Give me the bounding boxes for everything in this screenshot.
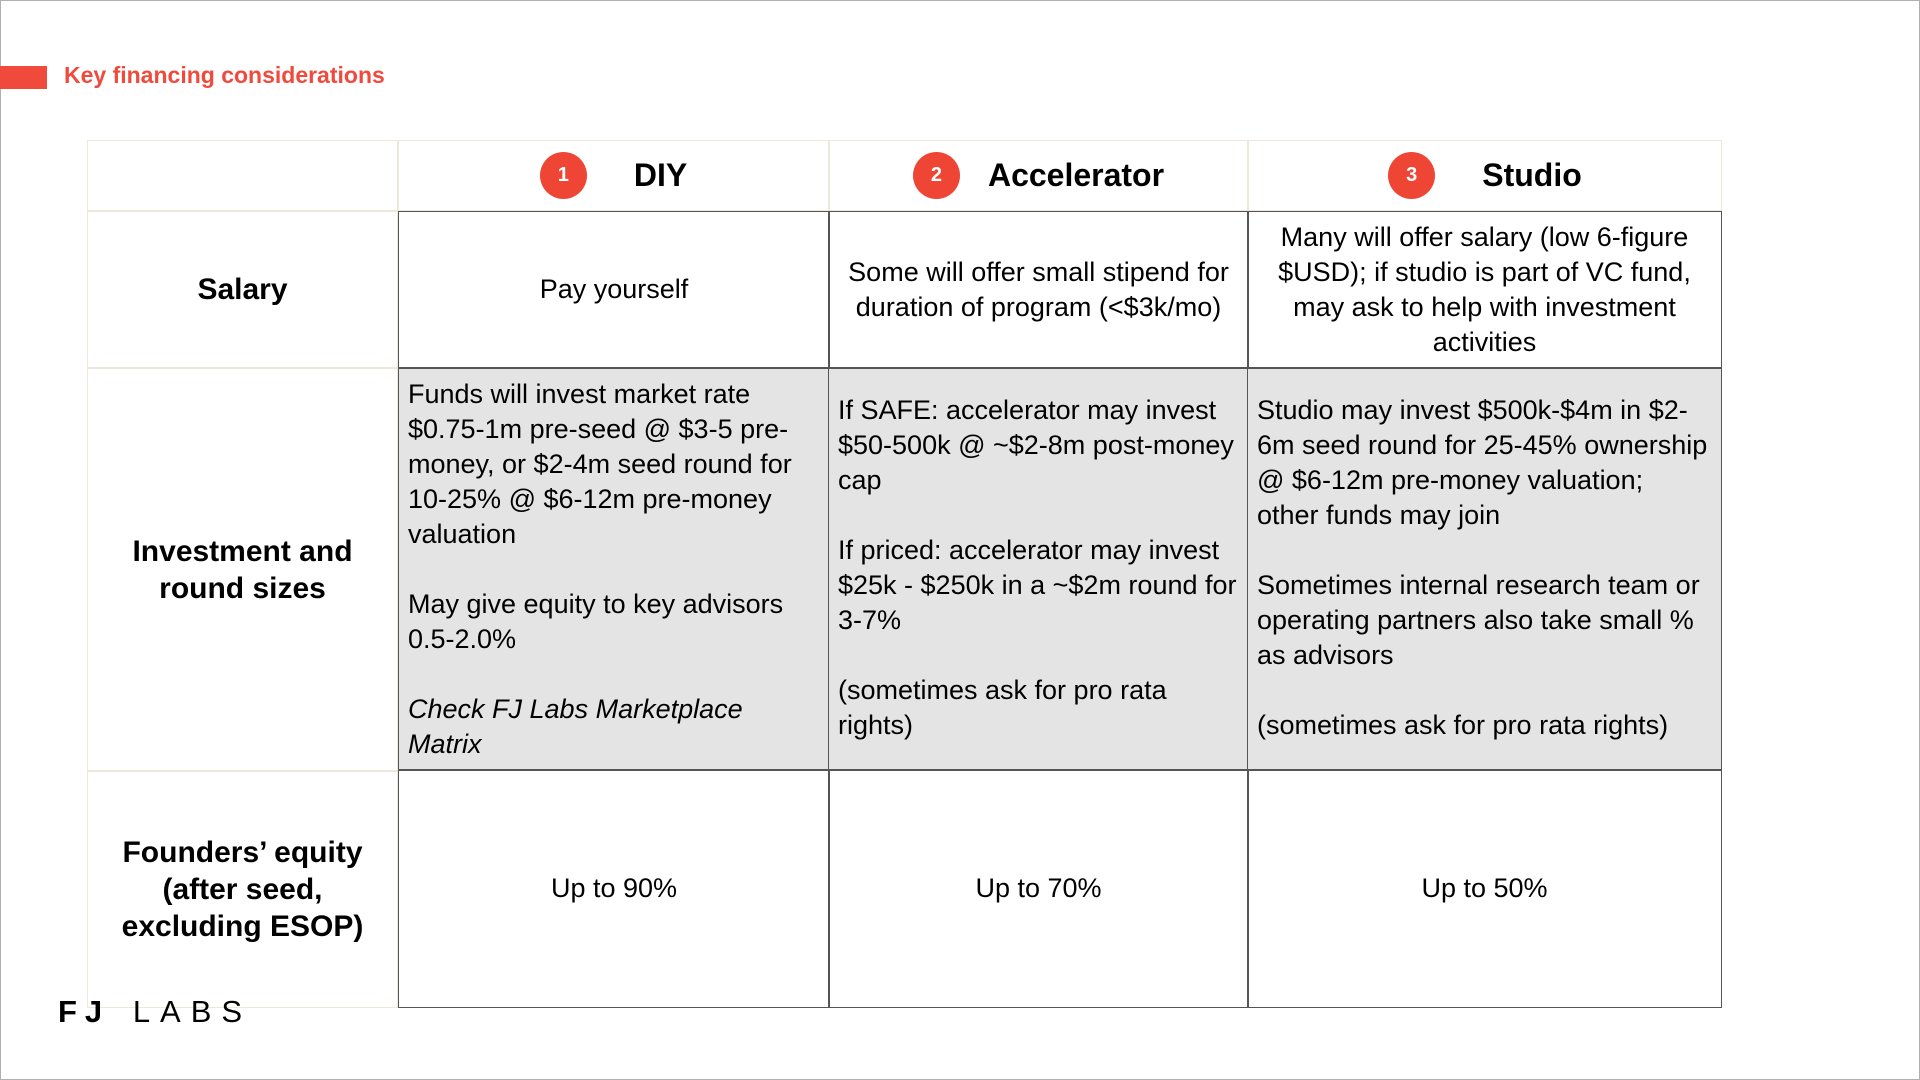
salary-diy: Pay yourself [398,211,830,368]
equity-diy: Up to 90% [398,769,830,1008]
column-header-diy [398,140,829,211]
investment-studio-text-1: Studio may invest $500k-$4m in $2-6m seed round for 25-45% ownership @ $6-12m pre-money valuation; other funds may join [1257,395,1708,530]
row-label-investment: Investment and round sizes [87,368,398,771]
column-label-studio: Studio [1482,157,1582,193]
logo-bold-text: FJ [58,994,111,1029]
equity-accelerator: Up to 70% [828,769,1249,1008]
salary-accelerator: Some will offer small stipend for duration of program (<$3k/mo) [828,211,1249,368]
investment-accelerator [828,368,1249,771]
slide-title: Key financing considerations [64,62,385,88]
table-corner-cell [87,140,398,211]
column-header-accelerator [829,140,1248,211]
investment-diy [398,368,830,771]
fj-labs-logo [58,994,252,1030]
investment-accelerator-text-1: If SAFE: accelerator may invest $50-500k @ ~$2-8m post-money cap [838,395,1234,495]
investment-studio [1247,368,1722,771]
investment-diy-text-1: Funds will invest market rate $0.75-1m pre-seed @ $3-5 pre-money, or $2-4m seed round for 10-25% @ $6-12m pre-money valuation [408,379,792,549]
investment-accelerator-text-3: (sometimes ask for pro rata rights) [838,675,1167,740]
investment-diy-text-2: May give equity to key advisors 0.5-2.0% [408,589,784,654]
investment-accelerator-text-2: If priced: accelerator may invest $25k - $250k in a ~$2m round for 3-7% [838,535,1237,635]
step-badge-1: 1 [540,152,587,199]
title-accent-bar [0,66,47,89]
column-label-accelerator: Accelerator [987,157,1165,193]
logo-light-text: LABS [132,994,253,1029]
equity-studio: Up to 50% [1247,769,1722,1008]
investment-studio-text-3: (sometimes ask for pro rata rights) [1257,710,1669,740]
step-badge-2: 2 [913,152,960,199]
step-badge-3: 3 [1388,152,1435,199]
investment-studio-text-2: Sometimes internal research team or operating partners also take small % as advisors [1257,570,1700,670]
investment-diy-text-3: Check FJ Labs Marketplace Matrix [408,694,743,759]
row-label-founders-equity: Founders’ equity (after seed, excluding ESOP) [87,771,398,1008]
salary-studio: Many will offer salary (low 6-figure $USD); if studio is part of VC fund, may ask to help with investment activities [1247,211,1722,368]
column-label-diy: DIY [633,157,688,193]
column-header-studio [1248,140,1722,211]
row-label-salary: Salary [87,211,398,368]
